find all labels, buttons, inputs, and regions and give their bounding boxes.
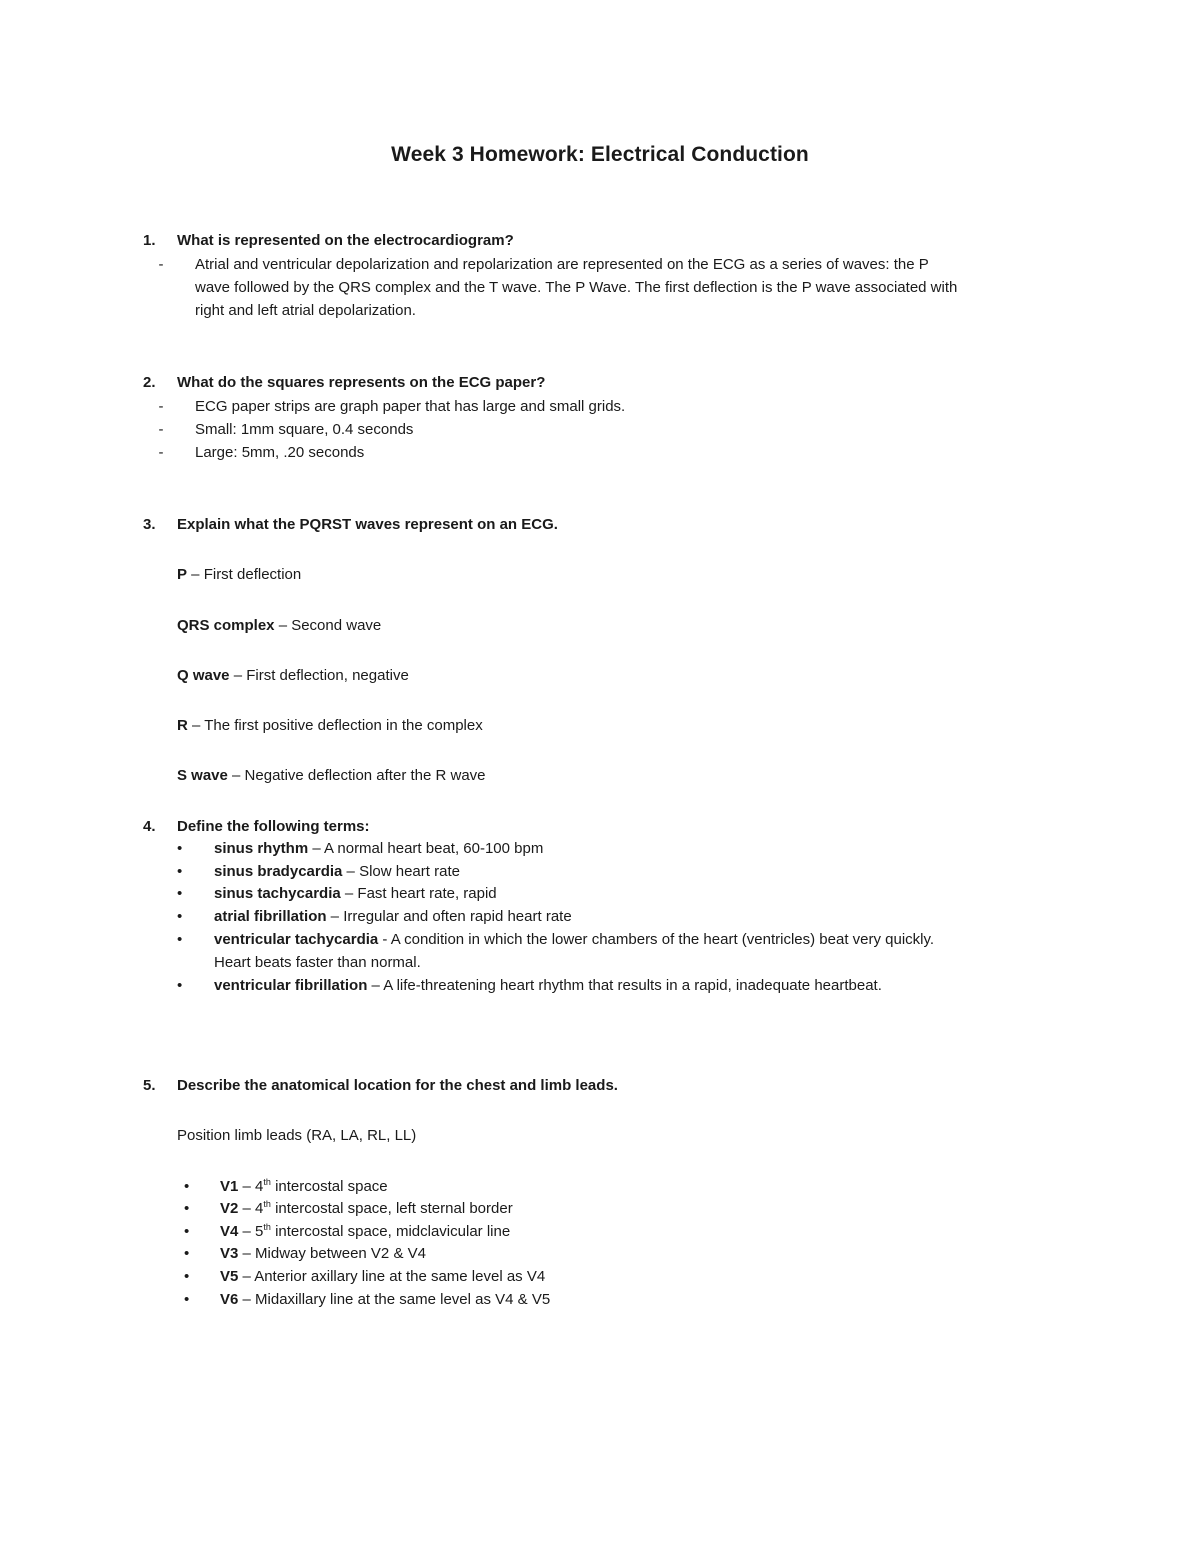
lead-term: V6	[220, 1291, 239, 1308]
q4-term: ventricular fibrillation	[214, 977, 368, 994]
q4-item-sinus-bradycardia	[214, 863, 460, 880]
bullet-icon: •	[177, 908, 183, 925]
q1-answer-line-1: Atrial and ventricular depolarization and repolarization are represented on the ECG as a series of waves: the P	[195, 256, 929, 273]
bullet-icon: •	[184, 1268, 190, 1285]
q5-number: 5.	[143, 1077, 156, 1094]
bullet-icon: •	[177, 977, 183, 994]
q5-question: Describe the anatomical location for the chest and limb leads.	[177, 1077, 618, 1094]
q4-term: sinus tachycardia	[214, 885, 341, 902]
q4-term: ventricular tachycardia	[214, 931, 379, 948]
q4-term: sinus bradycardia	[214, 863, 343, 880]
bullet-icon: •	[184, 1291, 190, 1308]
q2-dash-2: -	[158, 421, 164, 438]
q2-answer-3: Large: 5mm, .20 seconds	[195, 444, 365, 461]
lead-desc: – Midway between V2 & V4	[238, 1245, 426, 1262]
bullet-icon: •	[177, 931, 183, 948]
q5-lead-v5	[220, 1268, 545, 1285]
q4-item-sinus-tachycardia	[214, 885, 497, 902]
q5-lead-v6	[220, 1291, 550, 1308]
q5-lead-v1	[220, 1178, 388, 1195]
lead-desc: – 4	[238, 1178, 264, 1195]
q4-def: Heart beats faster than normal.	[214, 954, 421, 971]
q1-dash: -	[158, 256, 164, 273]
q2-answer-2: Small: 1mm square, 0.4 seconds	[195, 421, 414, 438]
q4-item-ventricular-tachycardia	[214, 931, 934, 948]
q4-def: – Slow heart rate	[342, 863, 460, 880]
q3-item-p	[177, 566, 301, 583]
q4-number: 4.	[143, 818, 156, 835]
page-title: Week 3 Homework: Electrical Conduction	[391, 143, 809, 166]
lead-term: V1	[220, 1178, 239, 1195]
bullet-icon: •	[177, 885, 183, 902]
lead-term: V4	[220, 1223, 239, 1240]
q3-item-q	[177, 667, 409, 684]
q5-lead-v4	[220, 1223, 510, 1240]
lead-term: V2	[220, 1200, 239, 1217]
q3-number: 3.	[143, 516, 156, 533]
lead-desc: intercostal space	[270, 1178, 388, 1195]
lead-desc: – Anterior axillary line at the same level as V4	[238, 1268, 546, 1285]
q3-def: – First deflection	[187, 566, 302, 583]
q2-number: 2.	[143, 374, 156, 391]
q4-item-atrial-fibrillation	[214, 908, 572, 925]
q1-answer-line-2: wave followed by the QRS complex and the T wave. The P Wave. The first deflection is the P wave associated with	[195, 279, 958, 296]
q5-intro: Position limb leads (RA, LA, RL, LL)	[177, 1127, 417, 1144]
bullet-icon: •	[184, 1178, 190, 1195]
lead-desc: intercostal space, left sternal border	[270, 1200, 513, 1217]
lead-term: V5	[220, 1268, 239, 1285]
q2-dash-1: -	[158, 398, 164, 415]
bullet-icon: •	[177, 840, 183, 857]
lead-sup: th	[263, 1177, 271, 1187]
q3-term: Q wave	[177, 667, 230, 684]
lead-desc: intercostal space, midclavicular line	[270, 1223, 511, 1240]
bullet-icon: •	[184, 1245, 190, 1262]
q3-term: QRS complex	[177, 617, 275, 634]
q4-item-ventricular-tachycardia-cont	[214, 954, 421, 971]
q4-item-sinus-rhythm	[214, 840, 543, 857]
q3-item-s	[177, 767, 486, 784]
q5-lead-v3	[220, 1245, 426, 1262]
q5-lead-v2	[220, 1200, 513, 1217]
lead-term: V3	[220, 1245, 239, 1262]
q3-def: – Second wave	[274, 617, 382, 634]
lead-desc: – 4	[238, 1200, 264, 1217]
lead-desc: – Midaxillary line at the same level as V4 & V5	[238, 1291, 551, 1308]
q1-question: What is represented on the electrocardiogram?	[177, 232, 514, 249]
q3-term: S wave	[177, 767, 228, 784]
q3-def: – The first positive deflection in the complex	[187, 717, 483, 734]
q4-question: Define the following terms:	[177, 818, 370, 835]
q4-def: – A life-threatening heart rhythm that results in a rapid, inadequate heartbeat.	[367, 977, 882, 994]
lead-sup: th	[263, 1222, 271, 1232]
q2-dash-3: -	[158, 444, 164, 461]
q4-def: - A condition in which the lower chambers of the heart (ventricles) beat very quickly.	[378, 931, 935, 948]
lead-sup: th	[263, 1199, 271, 1209]
q3-term: R	[177, 717, 188, 734]
bullet-icon: •	[184, 1223, 190, 1240]
q4-def: – Irregular and often rapid heart rate	[326, 908, 572, 925]
bullet-icon: •	[184, 1200, 190, 1217]
q3-def: – First deflection, negative	[229, 667, 409, 684]
q3-term: P	[177, 566, 188, 583]
q3-def: – Negative deflection after the R wave	[227, 767, 486, 784]
q2-question: What do the squares represents on the ECG paper?	[177, 374, 546, 391]
q4-term: sinus rhythm	[214, 840, 309, 857]
q2-answer-1: ECG paper strips are graph paper that has large and small grids.	[195, 398, 626, 415]
q4-item-ventricular-fibrillation	[214, 977, 882, 994]
q4-def: – A normal heart beat, 60-100 bpm	[308, 840, 544, 857]
q1-answer-line-3: right and left atrial depolarization.	[195, 302, 416, 319]
q3-item-r	[177, 717, 483, 734]
bullet-icon: •	[177, 863, 183, 880]
lead-desc: – 5	[238, 1223, 264, 1240]
q3-question: Explain what the PQRST waves represent on an ECG.	[177, 516, 558, 533]
q3-item-qrs	[177, 617, 381, 634]
q4-def: – Fast heart rate, rapid	[340, 885, 497, 902]
q4-term: atrial fibrillation	[214, 908, 327, 925]
q1-number: 1.	[143, 232, 156, 249]
